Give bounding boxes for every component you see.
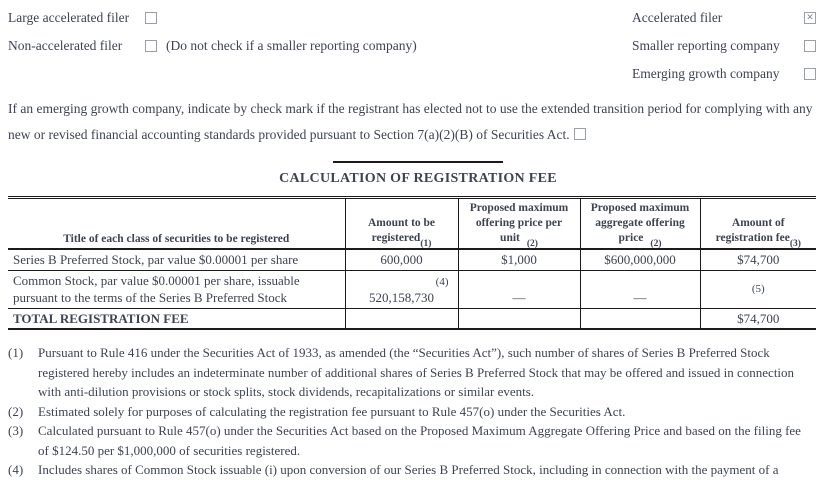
fee-table-header-row [8, 198, 816, 250]
table-row-total [8, 308, 816, 329]
amount-registered-cell [345, 308, 458, 329]
egc-transition-checkbox[interactable] [574, 128, 586, 140]
amount-registered-cell: 600,000 [345, 249, 458, 270]
footnote-item [8, 460, 828, 480]
accelerated-filer-checkbox[interactable]: ✕ [804, 12, 816, 24]
col-header-amount-registered: Amount to be registered$_{(1)}$ [345, 198, 458, 250]
footnote-ref: (2) [650, 239, 662, 249]
accelerated-filer-label: Accelerated filer [632, 10, 723, 25]
footnote-text: Pursuant to Rule 416 under the Securities Act of 1933, as amended (the “Securities Act”), such number of shares of Series B Preferred Stock registered hereby includes an indeterminate number of additional shares of Series B Preferred Stock that may be offered and issued in connection with anti-dilution provisions or stock splits, stock dividends, recapitalizations or similar events. [38, 345, 795, 399]
table-row-common-stock [8, 270, 816, 308]
registration-fee-cell: $74,700 [700, 249, 816, 270]
footnote-ref: (5) [751, 283, 765, 295]
fee-table-title: CALCULATION OF REGISTRATION FEE [279, 171, 557, 186]
emerging-growth-company-checkbox[interactable] [804, 68, 816, 80]
price-per-unit-cell: $1,000 [458, 249, 580, 270]
col-header-offering-price-per-unit: Proposed maximum offering price per unit $_{(2)}$ [458, 198, 580, 250]
filer-status-row-2 [8, 32, 828, 60]
footnote-number: (2) [8, 403, 24, 419]
footnote-number: (4) [8, 462, 24, 477]
filer-status-row-1 [8, 4, 828, 32]
footnote-number: (1) [8, 345, 24, 360]
emerging-growth-company-label: Emerging growth company [632, 66, 780, 81]
col-header-aggregate-offering-price: Proposed maximum aggregate offering price $_{(2)}$ [580, 198, 700, 250]
price-per-unit-cell: — [458, 270, 580, 308]
non-accelerated-filer-label: Non-accelerated filer [8, 38, 123, 53]
price-per-unit-cell [458, 308, 580, 329]
footnote-ref: (3) [789, 239, 801, 249]
section-separator-line [333, 161, 503, 163]
egc-transition-paragraph [8, 96, 830, 148]
security-title-cell: Series B Preferred Stock, par value $0.00001 per share [8, 249, 345, 270]
security-title-cell: Common Stock, par value $0.00001 per share, issuable pursuant to the terms of the Series B Preferred Stock [8, 270, 345, 308]
filer-status-row-3 [8, 60, 828, 88]
total-label-cell: TOTAL REGISTRATION FEE [13, 310, 189, 326]
footnote-item [8, 402, 828, 422]
aggregate-price-cell: $600,000,000 [580, 249, 700, 270]
footnotes-section [8, 343, 828, 480]
non-accelerated-filer-note: (Do not check if a smaller reporting company) [166, 38, 417, 53]
footnote-ref: (4) [435, 276, 449, 288]
registration-fee-cell [700, 270, 816, 308]
footnote-text: Estimated solely for purposes of calculating the registration fee pursuant to Rule 457(o) under the Securities Act. [38, 403, 626, 419]
footnote-text: Calculated pursuant to Rule 457(o) under the Securities Act based on the Proposed Maximum Aggregate Offering Price and based on the filing fee of $124.50 per $1,000,000 of securities registered. [38, 423, 801, 458]
amount-registered-cell: (4) 520,158,730 [345, 270, 458, 308]
filer-status-section [8, 4, 828, 88]
footnote-item [8, 343, 828, 402]
footnote-number: (3) [8, 423, 24, 438]
egc-transition-text: If an emerging growth company, indicate by check mark if the registrant has elected not to use the extended transition period for complying with any new or revised financial accounting standards provided pursuant to Section 7(a)(2)(B) of Securities Act. [8, 101, 813, 142]
aggregate-price-cell [580, 308, 700, 329]
large-accelerated-filer-checkbox[interactable] [145, 12, 157, 24]
smaller-reporting-company-label: Smaller reporting company [632, 38, 780, 53]
table-row-series-b-preferred [8, 249, 816, 270]
col-header-registration-fee: Amount of registration fee$_{(3)}$ [700, 198, 816, 250]
total-fee-cell: $74,700 [700, 308, 816, 329]
large-accelerated-filer-label: Large accelerated filer [8, 10, 130, 25]
non-accelerated-filer-checkbox[interactable] [145, 40, 157, 52]
footnote-item [8, 421, 828, 460]
registration-fee-table [8, 196, 816, 330]
smaller-reporting-company-checkbox[interactable] [804, 40, 816, 52]
footnote-ref: (2) [526, 239, 538, 249]
aggregate-price-cell: — [580, 270, 700, 308]
footnote-ref: (1) [420, 239, 432, 249]
footnote-text: Includes shares of Common Stock issuable (i) upon conversion of our Series B Preferred Stock, including in connection with the payment of a [38, 462, 779, 477]
col-header-title-of-class: Title of each class of securities to be registered [8, 198, 345, 250]
